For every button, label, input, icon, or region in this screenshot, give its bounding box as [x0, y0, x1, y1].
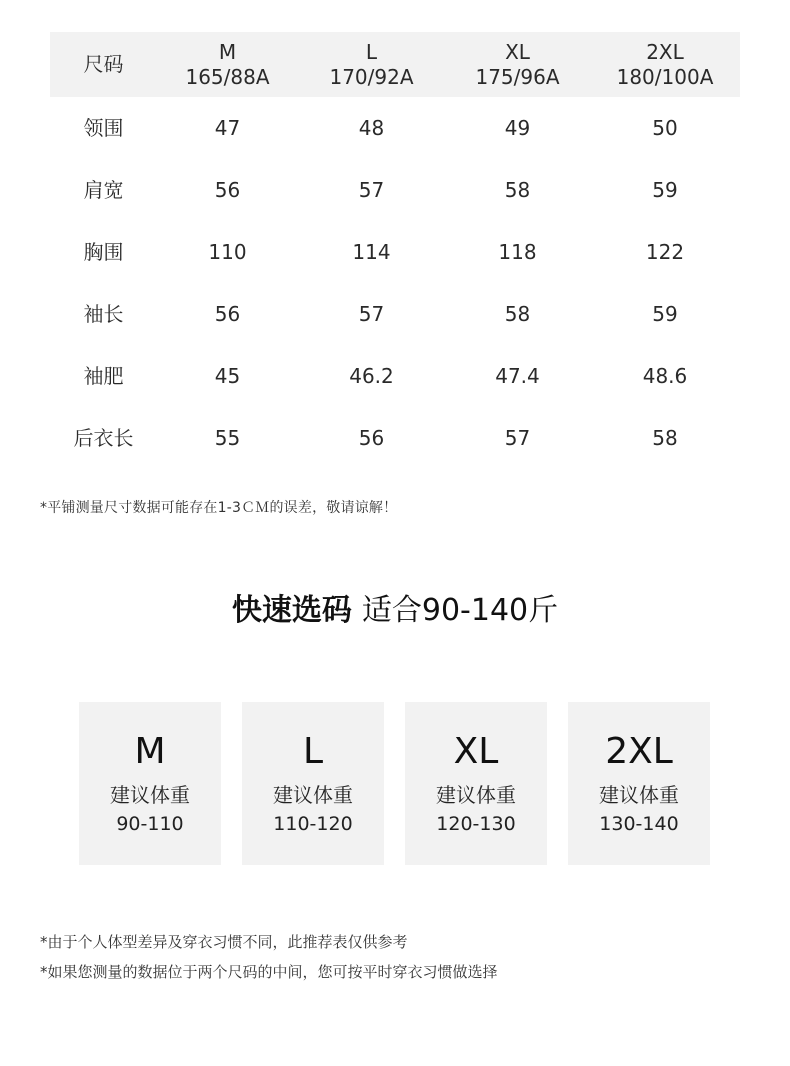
- table-cell: 49: [504, 115, 531, 140]
- table-cell: 57: [504, 425, 531, 450]
- header-size: M: [218, 39, 237, 64]
- header-col-2xl: [590, 40, 740, 90]
- row-label: 胸围: [83, 239, 124, 264]
- table-cell: 56: [214, 301, 241, 326]
- table-cell: 58: [652, 425, 678, 450]
- table-cell: 59: [652, 177, 678, 202]
- table-cell: 56: [358, 425, 385, 450]
- row-label: 后衣长: [73, 425, 134, 450]
- size-card-2xl: [568, 702, 710, 865]
- table-cell: 57: [358, 177, 385, 202]
- note-line: *如果您测量的数据位于两个尺码的中间，您可按平时穿衣习惯做选择: [40, 963, 498, 981]
- table-cell: 110: [208, 239, 247, 264]
- header-col-l: [298, 40, 445, 90]
- quick-select-heading: [0, 585, 790, 629]
- table-row: [50, 159, 740, 221]
- header-size: XL: [505, 39, 530, 64]
- card-range: 130-140: [599, 813, 679, 835]
- table-cell: 59: [652, 301, 678, 326]
- table-cell: 58: [504, 301, 531, 326]
- table-cell: 47: [214, 115, 241, 140]
- table-cell: 50: [652, 115, 678, 140]
- card-label: 建议体重: [599, 783, 679, 807]
- size-card-xl: [405, 702, 547, 865]
- row-label: 肩宽: [83, 177, 124, 202]
- size-card-l: [242, 702, 384, 865]
- table-cell: 122: [645, 239, 685, 264]
- note-line: *由于个人体型差异及穿衣习惯不同，此推荐表仅供参考: [40, 933, 408, 951]
- size-card-m: [79, 702, 221, 865]
- table-row: [50, 283, 740, 345]
- table-row: [50, 97, 740, 159]
- card-range: 120-130: [436, 813, 516, 835]
- table-cell: 47.4: [495, 363, 540, 388]
- header-spec: 180/100A: [616, 64, 714, 89]
- header-spec: 165/88A: [185, 64, 270, 89]
- recommendation-notes: [40, 932, 498, 992]
- table-cell: 48: [358, 115, 385, 140]
- card-range: 90-110: [116, 813, 184, 835]
- table-row: [50, 221, 740, 283]
- header-size: L: [365, 39, 378, 64]
- header-size: 2XL: [646, 39, 684, 64]
- card-range: 110-120: [273, 813, 353, 835]
- table-row: [50, 345, 740, 407]
- quick-select-subtitle: 适合90-140斤: [361, 593, 559, 628]
- header-col-m: [157, 40, 298, 90]
- card-size: XL: [453, 731, 499, 772]
- table-cell: 58: [504, 177, 531, 202]
- size-chart-table: [50, 32, 740, 469]
- table-cell: 46.2: [349, 363, 394, 388]
- header-spec: 175/96A: [475, 64, 560, 89]
- quick-select-title: 快速选码: [231, 593, 352, 628]
- card-size: L: [302, 731, 324, 772]
- card-size: M: [134, 731, 166, 772]
- header-col-xl: [445, 40, 590, 90]
- table-cell: 57: [358, 301, 385, 326]
- measurement-note: *平铺测量尺寸数据可能存在1-3ＣＭ的误差，敬请谅解！: [40, 500, 398, 516]
- table-cell: 56: [214, 177, 241, 202]
- table-cell: 45: [214, 363, 241, 388]
- table-cell: 48.6: [642, 363, 688, 388]
- header-spec: 170/92A: [329, 64, 414, 89]
- size-table-header-row: [50, 32, 740, 97]
- table-cell: 114: [352, 239, 391, 264]
- card-label: 建议体重: [273, 783, 353, 807]
- row-label: 领围: [83, 115, 124, 140]
- header-label: 尺码: [83, 52, 124, 76]
- card-label: 建议体重: [436, 783, 516, 807]
- row-label: 袖肥: [83, 363, 124, 388]
- card-size: 2XL: [605, 731, 673, 772]
- table-cell: 118: [498, 239, 537, 264]
- table-cell: 55: [214, 425, 241, 450]
- row-label: 袖长: [83, 301, 124, 326]
- card-label: 建议体重: [110, 783, 190, 807]
- table-row: [50, 407, 740, 469]
